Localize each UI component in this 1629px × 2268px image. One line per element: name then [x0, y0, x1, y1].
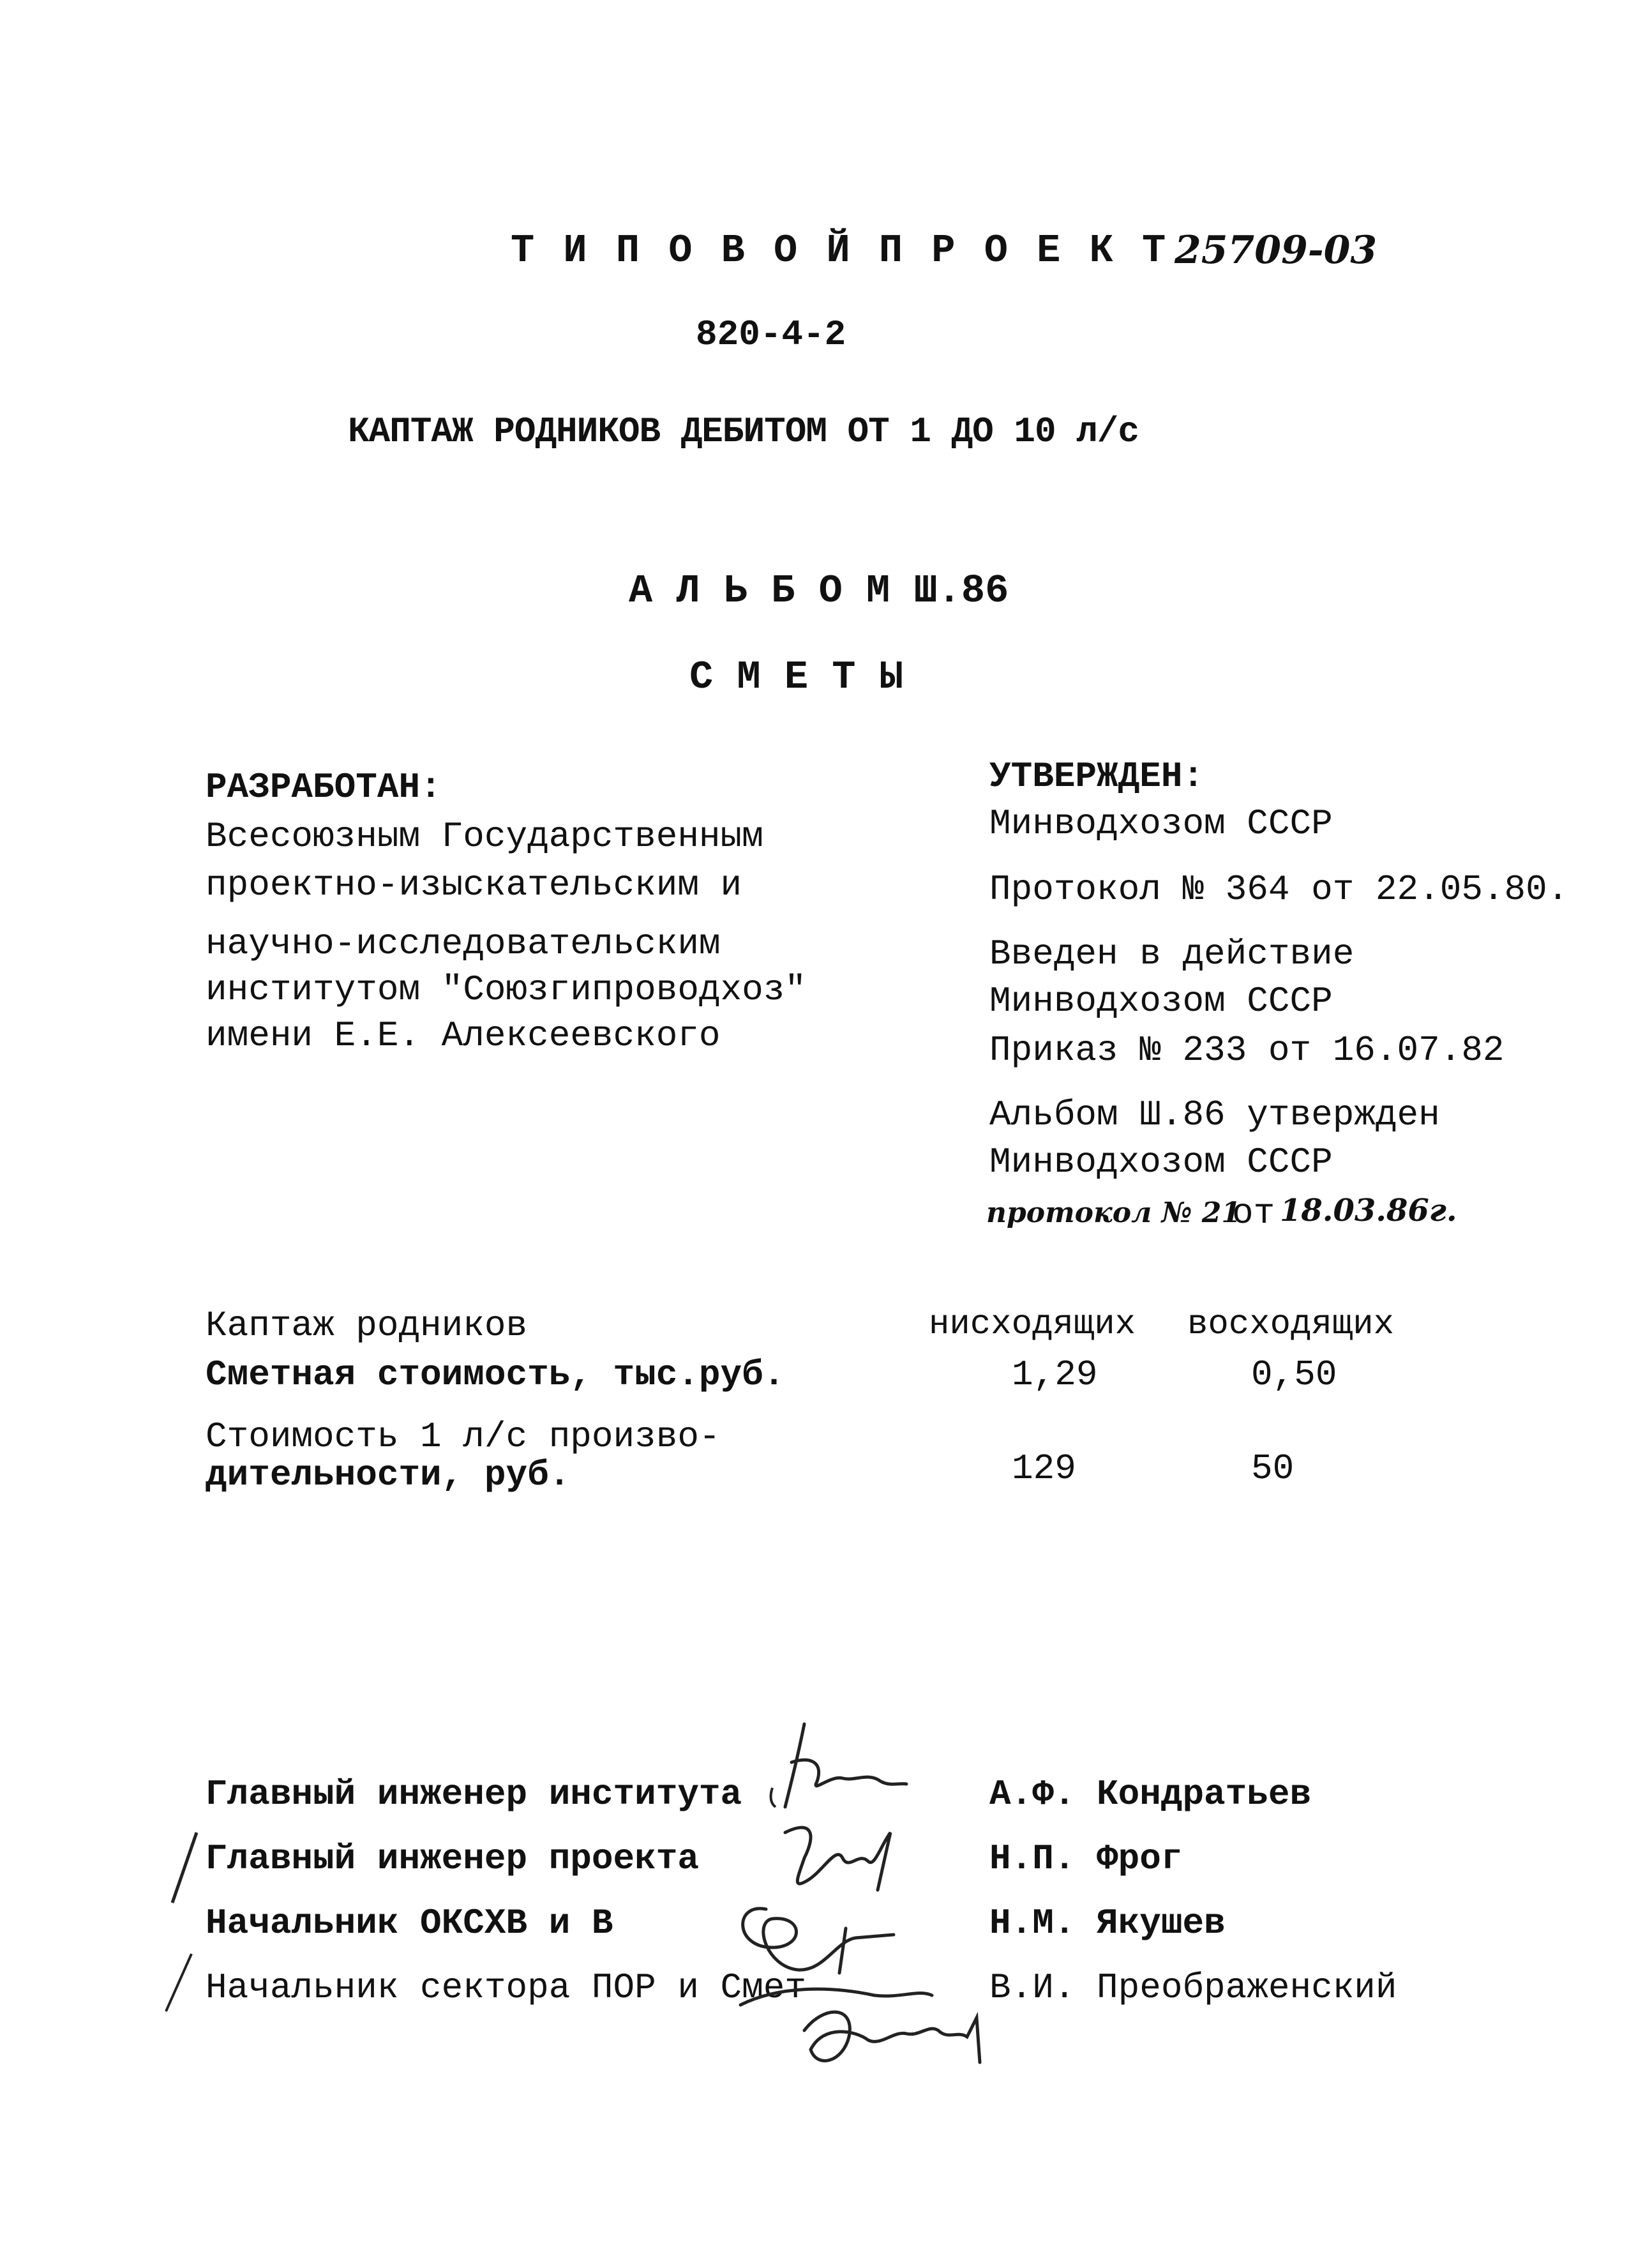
signature-role: Главный инженер института	[206, 1774, 742, 1815]
approval-introduced: Введен в действие	[989, 934, 1355, 974]
signature-scribble	[747, 1718, 913, 1813]
costs-header-label: Каптаж родников	[206, 1305, 528, 1346]
margin-check-mark	[160, 1826, 211, 2018]
approval-protocol-from: от	[1232, 1193, 1275, 1234]
approval-protocol-handwritten: протокол № 21	[986, 1197, 1242, 1229]
developer-line: научно-исследовательским	[206, 923, 721, 964]
approval-protocol: Протокол № 364 от 22.05.80.	[989, 869, 1569, 910]
signature-role: Начальник сектора ПОР и Смет	[206, 1967, 806, 2008]
project-title: КАПТАЖ РОДНИКОВ ДЕБИТОМ ОТ 1 ДО 10 л/с	[348, 411, 1139, 452]
cost-row-label: Сметная стоимость, тыс.руб.	[206, 1354, 785, 1395]
approval-label: УТВЕРЖДЕН:	[989, 756, 1205, 797]
cost-row-descending: 129	[1012, 1448, 1076, 1489]
project-code: 820-4-2	[696, 314, 846, 355]
developer-line: имени Е.Е. Алексеевского	[206, 1015, 721, 1056]
approval-order: Приказ № 233 от 16.07.82	[989, 1030, 1505, 1071]
signature-scribble	[747, 1807, 913, 1896]
developer-label: РАЗРАБОТАН:	[206, 767, 442, 808]
column-descending: нисходящих	[929, 1305, 1136, 1344]
cost-row-ascending: 0,50	[1251, 1354, 1337, 1395]
project-type-heading: Т И П О В О Й П Р О Е К Т	[511, 228, 1169, 273]
signature-role: Главный инженер проекта	[206, 1838, 699, 1879]
signature-name: Н.П. Фрог	[989, 1838, 1183, 1879]
signature-role: Начальник ОКСХВ и В	[206, 1903, 613, 1944]
album-approved: Альбом Ш.86 утвержден	[989, 1094, 1440, 1135]
signature-name: В.И. Преображенский	[989, 1967, 1397, 2008]
album-heading: А Л Ь Б О М Ш.86	[629, 568, 1009, 614]
developer-line: проектно-изыскательским и	[206, 865, 742, 905]
approval-ministry: Минводхозом СССР	[989, 803, 1333, 844]
approval-ministry: Минводхозом СССР	[989, 981, 1333, 1022]
cost-row-label-line: дительности, руб.	[206, 1455, 571, 1495]
document-number: 25709-03	[1175, 228, 1378, 273]
signature-name: А.Ф. Кондратьев	[989, 1774, 1312, 1815]
cost-row-descending: 1,29	[1012, 1354, 1098, 1395]
developer-line: Всесоюзным Государственным	[206, 816, 763, 857]
signature-name: Н.М. Якушев	[989, 1903, 1226, 1944]
approval-protocol-date: 18.03.86г.	[1280, 1193, 1457, 1228]
approval-ministry: Минводхозом СССР	[989, 1142, 1333, 1183]
column-ascending: восходящих	[1187, 1305, 1395, 1344]
developer-line: институтом "Союзгипроводхоз"	[206, 969, 806, 1010]
signature-scribble	[728, 1960, 1021, 2082]
cost-row-ascending: 50	[1251, 1448, 1295, 1489]
cost-row-label-line: Стоимость 1 л/с произво-	[206, 1416, 721, 1457]
section-heading: С М Е Т Ы	[689, 654, 903, 700]
